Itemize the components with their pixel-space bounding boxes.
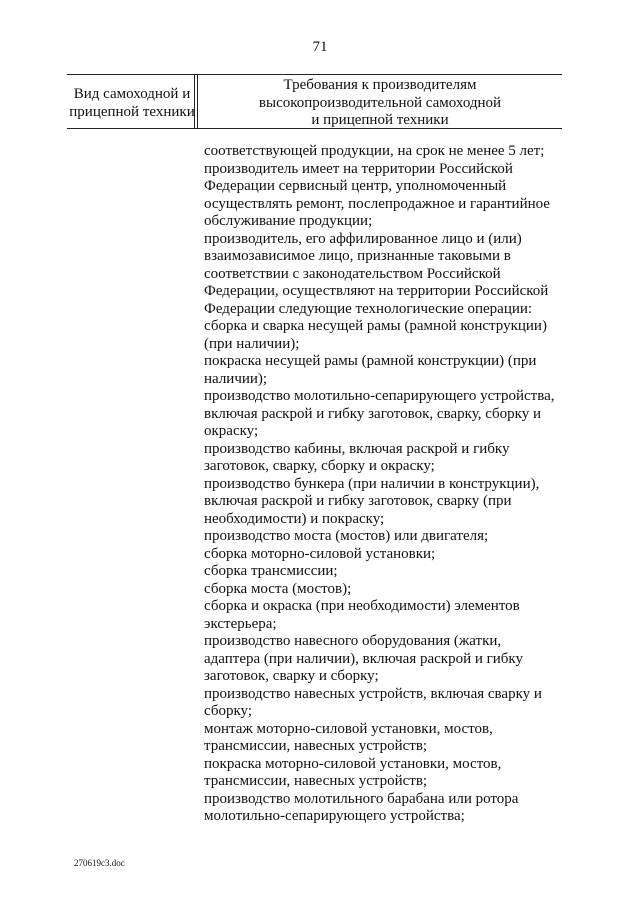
text-line: взаимозависимое лицо, признанные таковыми в: [204, 248, 511, 264]
text-line: монтаж моторно-силовой установки, мостов,: [204, 720, 493, 737]
text-line: производитель, его аффилированное лицо и (или): [204, 230, 522, 247]
header-right-line: Требования к производителям: [283, 77, 477, 93]
text-line: сборка трансмиссии;: [204, 563, 338, 579]
text-line: производство кабины, включая раскрой и гибку: [204, 440, 510, 457]
text-line: производство бункера (при наличии в конструкции),: [204, 475, 540, 492]
header-right-line: и прицепной техники: [311, 112, 449, 128]
text-line: производство молотильно-сепарирующего устройства,: [204, 388, 555, 404]
text-line: покраска несущей рамы (рамной конструкции) (при: [204, 353, 537, 369]
text-line: экстерьера;: [204, 615, 277, 632]
header-column-requirements: [198, 75, 562, 128]
header-column-vehicle-type: [67, 75, 198, 128]
document-file-code: 270619c3.doc: [74, 858, 125, 868]
header-right-line: высокопроизводительной самоходной: [258, 94, 502, 111]
text-line: производитель имеет на территории Российской: [204, 160, 513, 177]
text-line: сборку;: [204, 703, 253, 719]
text-line: сборка и окраска (при необходимости) элементов: [204, 598, 520, 614]
text-line: производство навесных устройств, включая сварку и: [204, 685, 542, 702]
text-line: соответствии с законодательством Российской: [204, 265, 501, 282]
text-line: покраска моторно-силовой установки, мостов,: [204, 755, 502, 772]
text-line: сборка и сварка несущей рамы (рамной конструкции): [204, 318, 547, 334]
requirements-text: [204, 143, 564, 826]
text-line: трансмиссии, навесных устройств;: [204, 738, 428, 754]
table-header: [67, 74, 562, 129]
header-left-line: Вид самоходной и: [73, 86, 191, 102]
text-line: включая раскрой и гибку заготовок, сварку, сборку и: [204, 405, 542, 422]
header-left-line: прицепной техники: [69, 104, 195, 120]
text-line: окраску;: [204, 423, 259, 439]
text-line: адаптера (при наличии), включая раскрой и гибку: [204, 650, 524, 667]
text-line: соответствующей продукции, на срок не менее 5 лет;: [204, 143, 545, 159]
text-line: производство моста (мостов) или двигателя;: [204, 528, 489, 544]
text-line: обслуживание продукции;: [204, 213, 373, 229]
text-line: сборка моста (мостов);: [204, 580, 352, 597]
text-line: включая раскрой и гибку заготовок, сварку (при: [204, 493, 512, 509]
text-line: осуществлять ремонт, послепродажное и гарантийное: [204, 195, 550, 212]
text-line: производство молотильного барабана или ротора: [204, 790, 519, 807]
page-number: 71: [312, 39, 328, 55]
text-line: трансмиссии, навесных устройств;: [204, 773, 428, 789]
text-line: Федерации следующие технологические операции:: [204, 300, 533, 317]
text-line: Федерации сервисный центр, уполномоченный: [204, 178, 507, 194]
text-line: молотильно-сепарирующего устройства;: [204, 808, 465, 824]
text-line: сборка моторно-силовой установки;: [204, 545, 436, 562]
text-line: заготовок, сварку, сборку и окраску;: [204, 458, 435, 474]
text-line: наличии);: [204, 370, 268, 387]
text-line: заготовок, сварку и сборку;: [204, 668, 379, 684]
text-line: производство навесного оборудования (жатки,: [204, 633, 502, 649]
text-line: (при наличии);: [204, 335, 300, 352]
text-line: необходимости) и покраску;: [204, 510, 385, 527]
text-line: Федерации, осуществляют на территории Российской: [204, 283, 549, 299]
